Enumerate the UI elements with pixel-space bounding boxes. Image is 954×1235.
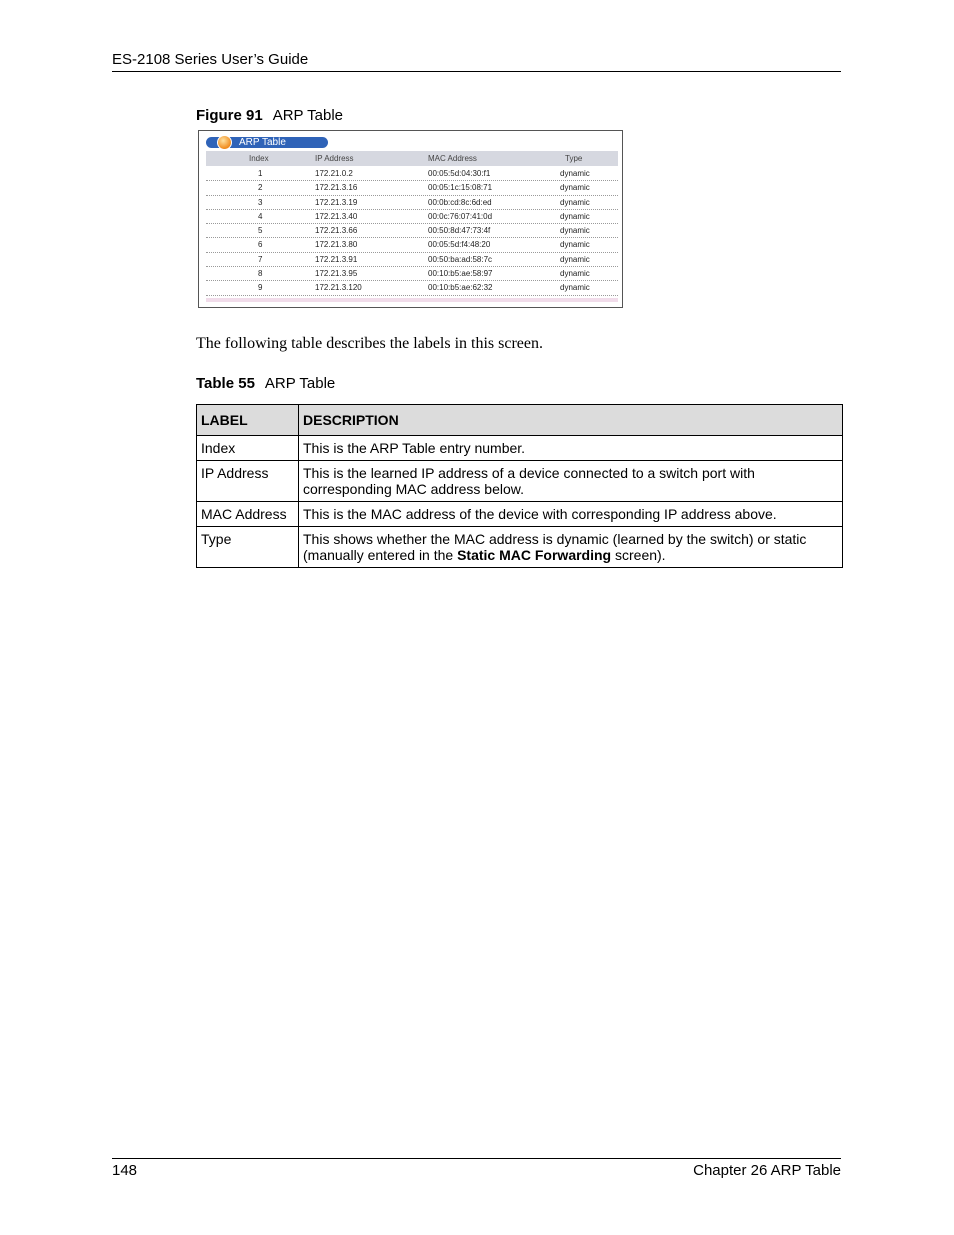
footer-rule	[112, 1158, 841, 1159]
table-row	[206, 210, 618, 224]
tab-bullet-icon	[217, 135, 232, 150]
figure-title: ARP Table	[272, 107, 344, 124]
row-label: MAC Address	[197, 502, 299, 527]
cell-mac-address: 00:05:5d:f4:48:20	[428, 240, 491, 250]
chapter-title: Chapter 26 ARP Table	[693, 1162, 841, 1179]
figure-caption	[196, 107, 343, 124]
table-title: ARP Table	[264, 375, 336, 392]
cell-mac-address: 00:50:ba:ad:58:7c	[428, 254, 493, 264]
table-row	[206, 281, 618, 295]
label-description-table	[196, 404, 843, 568]
cell-ip-address: 172.21.3.19	[315, 197, 358, 207]
cell-mac-address: 00:05:5d:04:30:f1	[428, 169, 491, 178]
cell-mac-address: 00:0c:76:07:41:0d	[428, 211, 493, 221]
cell-ip-address: 172.21.3.95	[315, 269, 358, 279]
row-description: This is the MAC address of the device with corresponding IP address above.	[299, 502, 843, 527]
cell-index: 1	[258, 169, 263, 178]
table-row	[206, 167, 618, 181]
cell-type: dynamic	[560, 283, 590, 293]
table-header-row	[197, 405, 843, 436]
table-row	[206, 267, 618, 281]
cell-ip-address: 172.21.3.66	[315, 226, 358, 236]
cell-type: dynamic	[560, 240, 590, 250]
table-caption	[196, 375, 335, 392]
cell-type: dynamic	[560, 269, 590, 279]
table-row	[197, 527, 843, 568]
table-row	[206, 253, 618, 267]
col-header-ip-address: IP Address	[315, 154, 354, 163]
cell-type: dynamic	[560, 211, 590, 221]
cell-ip-address: 172.21.3.40	[315, 211, 358, 221]
cell-index: 2	[258, 183, 263, 193]
cell-type: dynamic	[560, 169, 590, 178]
description-text: screen).	[611, 547, 666, 563]
col-header-mac-address: MAC Address	[428, 154, 477, 163]
figure-number: Figure 91	[196, 107, 263, 124]
cell-ip-address: 172.21.3.16	[315, 183, 358, 193]
cell-type: dynamic	[560, 197, 590, 207]
table-row	[206, 181, 618, 195]
intro-paragraph: The following table describes the labels in this screen.	[196, 335, 544, 352]
arp-table-tab-label: ARP Table	[239, 137, 286, 148]
cell-index: 4	[258, 211, 263, 221]
table-row	[206, 224, 618, 238]
cell-mac-address: 00:0b:cd:8c:6d:ed	[428, 197, 492, 207]
cell-index: 3	[258, 197, 263, 207]
cell-ip-address: 172.21.3.120	[315, 283, 362, 293]
col-header-description: DESCRIPTION	[299, 405, 843, 436]
row-label: Type	[197, 527, 299, 568]
row-description: This is the learned IP address of a device connected to a switch port with corresponding MAC address below.	[299, 461, 843, 502]
arp-table-tab[interactable]	[206, 137, 328, 148]
table-row	[197, 502, 843, 527]
description-text: This shows whether the MAC address is dynamic (learned by the switch) or static (manually entered in the	[303, 531, 807, 563]
cell-index: 5	[258, 226, 263, 236]
cell-mac-address: 00:10:b5:ae:58:97	[428, 269, 493, 279]
cell-index: 7	[258, 254, 263, 264]
col-header-index: Index	[249, 154, 269, 163]
cell-type: dynamic	[560, 183, 590, 193]
table-row	[197, 461, 843, 502]
row-label: IP Address	[197, 461, 299, 502]
cell-mac-address: 00:10:b5:ae:62:32	[428, 283, 493, 293]
col-header-label: LABEL	[197, 405, 299, 436]
arp-table-header-row	[206, 151, 618, 166]
arp-table-footer-bar	[206, 298, 618, 302]
cell-index: 8	[258, 269, 263, 279]
cell-mac-address: 00:50:8d:47:73:4f	[428, 226, 491, 236]
arp-table-screenshot	[198, 130, 623, 308]
cell-type: dynamic	[560, 254, 590, 264]
arp-table-rows	[206, 167, 618, 296]
description-bold-screen-name: Static MAC Forwarding	[457, 547, 612, 563]
page-number: 148	[112, 1162, 138, 1179]
cell-ip-address: 172.21.3.91	[315, 254, 358, 264]
table-row	[206, 238, 618, 252]
table-row	[197, 436, 843, 461]
row-label: Index	[197, 436, 299, 461]
cell-type: dynamic	[560, 226, 590, 236]
row-description	[299, 527, 843, 568]
table-row	[206, 196, 618, 210]
header-rule	[112, 71, 841, 72]
cell-index: 9	[258, 283, 263, 293]
cell-index: 6	[258, 240, 263, 250]
cell-mac-address: 00:05:1c:15:08:71	[428, 183, 493, 193]
running-header: ES-2108 Series User’s Guide	[112, 51, 309, 68]
row-description: This is the ARP Table entry number.	[299, 436, 843, 461]
table-number: Table 55	[196, 375, 255, 392]
col-header-type: Type	[565, 154, 583, 163]
cell-ip-address: 172.21.3.80	[315, 240, 358, 250]
cell-ip-address: 172.21.0.2	[315, 169, 353, 178]
